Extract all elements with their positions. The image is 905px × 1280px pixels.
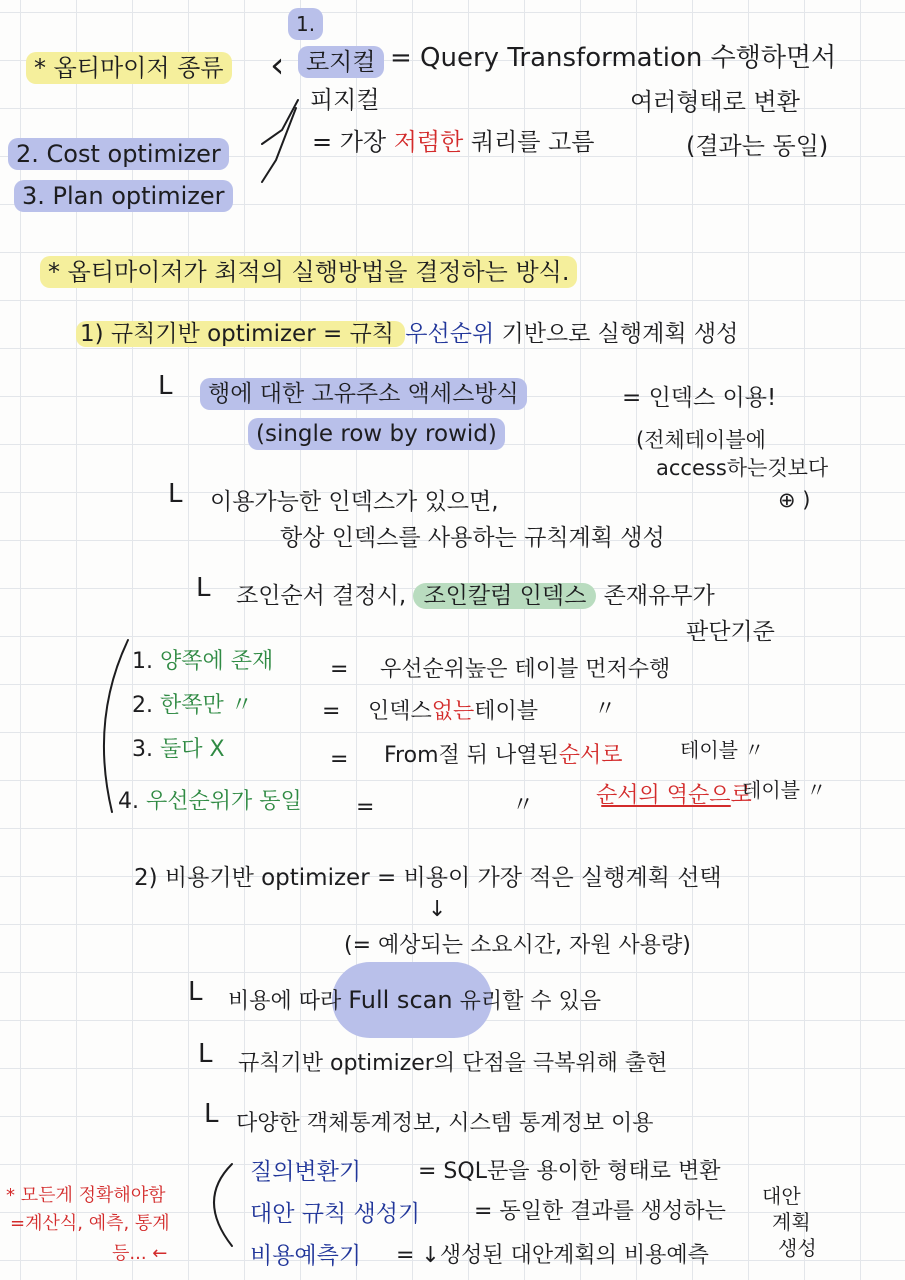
alt-plan-note-1: 대안 bbox=[762, 1184, 801, 1208]
cost-optimizer-item: 2. Cost optimizer bbox=[8, 138, 229, 170]
index-available-1: 이용가능한 인덱스가 있으면, bbox=[210, 489, 499, 515]
cost-arrow: ↓ bbox=[428, 897, 447, 922]
list-num: 3. bbox=[132, 737, 153, 762]
branch-mark: L bbox=[158, 371, 173, 401]
list-desc-prefix: From절 뒤 나열된 bbox=[384, 743, 559, 768]
rule-priority: 우선순위 bbox=[405, 321, 495, 347]
index-note-1: (전체테이블에 bbox=[636, 428, 766, 452]
alt-plan-note-2: 계획 bbox=[772, 1210, 811, 1234]
physical-label: 피지컬 bbox=[310, 86, 380, 114]
ditto-mark: 〃 bbox=[594, 697, 617, 722]
rule-based-prefix: 1) 규칙기반 optimizer = 규칙 bbox=[76, 321, 405, 347]
logical-description-3: (결과는 동일) bbox=[686, 132, 829, 160]
list-eq: = bbox=[330, 747, 349, 772]
join-order-suffix: 존재유무가 bbox=[603, 583, 715, 609]
join-order-prefix: 조인순서 결정시, bbox=[236, 583, 407, 609]
component-desc-1: = SQL문을 용이한 형태로 변환 bbox=[418, 1159, 721, 1184]
branch-mark: L bbox=[196, 573, 211, 603]
branch-mark: L bbox=[204, 1099, 219, 1129]
section2-title: * 옵티마이저가 최적의 실행방법을 결정하는 방식. bbox=[40, 256, 577, 288]
rule-based-suffix: 기반으로 실행계획 생성 bbox=[494, 321, 739, 347]
index-available-2: 항상 인덱스를 사용하는 규칙계획 생성 bbox=[280, 525, 665, 551]
row-access-line2: (single row by rowid) bbox=[248, 418, 505, 450]
list-desc-suffix: 테이블 bbox=[474, 699, 539, 724]
list-label: 양쪽에 존재 bbox=[160, 649, 274, 674]
ditto-mark: 〃 bbox=[512, 793, 535, 818]
component-desc-3: = ↓생성된 대안계획의 비용예측 bbox=[396, 1243, 709, 1268]
join-order-criteria: 판단기준 bbox=[686, 619, 775, 645]
bracket-bottom bbox=[262, 108, 296, 182]
list-num: 2. bbox=[132, 693, 153, 718]
cost-branch-1-prefix: 비용에 따라 bbox=[228, 989, 342, 1014]
index-note-3: ⊕ ) bbox=[778, 488, 811, 512]
cost-branch-2: 규칙기반 optimizer의 단점을 극복위해 출현 bbox=[238, 1051, 668, 1076]
list-desc-red: 순서의 역순으로 bbox=[596, 783, 752, 808]
alt-plan-note-3: 생성 bbox=[778, 1236, 817, 1260]
list-num: 1. bbox=[132, 649, 153, 674]
side-note-3: 등... ← bbox=[112, 1243, 168, 1264]
bracket-top bbox=[262, 100, 298, 144]
logical-label: 로지컬 bbox=[298, 46, 384, 78]
component-label-3: 비용예측기 bbox=[250, 1243, 362, 1269]
list-eq: = bbox=[356, 795, 375, 820]
component-label-2: 대안 규칙 생성기 bbox=[250, 1201, 421, 1227]
list-brace bbox=[104, 640, 128, 812]
component-brace bbox=[214, 1164, 232, 1246]
side-note-1: * 모든게 정확해야함 bbox=[6, 1185, 166, 1206]
component-label-1: 질의변환기 bbox=[250, 1159, 362, 1185]
index-note-2: access하는것보다 bbox=[656, 456, 829, 480]
full-scan-label: Full scan bbox=[348, 986, 453, 1014]
join-column-index: 조인칼럼 인덱스 bbox=[413, 583, 596, 609]
list-desc: 우선순위높은 테이블 먼저수행 bbox=[380, 657, 671, 682]
row-access-line1: 행에 대한 고유주소 액세스방식 bbox=[200, 378, 527, 410]
item1-number: 1. bbox=[288, 8, 323, 40]
physical-desc-prefix: = 가장 bbox=[312, 128, 394, 156]
cost-note: (= 예상되는 소요시간, 자원 사용량) bbox=[344, 933, 691, 958]
list-eq: = bbox=[330, 657, 349, 682]
logical-description: = Query Transformation 수행하면서 bbox=[390, 43, 837, 73]
physical-desc-cheapest: 저렴한 bbox=[393, 128, 464, 156]
list-label: 한쪽만 〃 bbox=[160, 693, 253, 718]
plan-optimizer-item: 3. Plan optimizer bbox=[14, 180, 233, 212]
list-label: 둘다 X bbox=[160, 737, 225, 762]
list-num: 4. bbox=[118, 789, 139, 814]
branch-mark: L bbox=[198, 1039, 213, 1069]
logical-description-2: 여러형태로 변환 bbox=[630, 88, 800, 116]
index-use-note: = 인덱스 이용! bbox=[622, 385, 777, 411]
section1-title: * 옵티마이저 종류 bbox=[26, 52, 232, 84]
component-desc-2: = 동일한 결과를 생성하는 bbox=[474, 1199, 726, 1224]
branch-mark: L bbox=[168, 479, 183, 509]
physical-desc-suffix: 쿼리를 고름 bbox=[463, 128, 595, 156]
list-desc-suffix: 테이블 〃 bbox=[680, 738, 765, 762]
branch-mark: L bbox=[188, 977, 203, 1007]
list-desc-prefix: 인덱스 bbox=[368, 699, 432, 724]
side-note-2: =계산식, 예측, 통계 bbox=[10, 1213, 170, 1234]
cost-branch-1-suffix: 유리할 수 있음 bbox=[459, 989, 602, 1014]
list-desc-red: 순서로 bbox=[558, 743, 623, 768]
cost-branch-3: 다양한 객체통계정보, 시스템 통계정보 이용 bbox=[236, 1111, 654, 1136]
list-label: 우선순위가 동일 bbox=[146, 789, 302, 814]
list-desc-red: 없는 bbox=[431, 699, 475, 724]
list-eq: = bbox=[322, 699, 341, 724]
list-desc-suffix: 테이블 〃 bbox=[742, 778, 827, 802]
cost-based-line: 2) 비용기반 optimizer = 비용이 가장 적은 실행계획 선택 bbox=[134, 865, 722, 891]
angle-bracket: ‹ bbox=[270, 45, 285, 86]
